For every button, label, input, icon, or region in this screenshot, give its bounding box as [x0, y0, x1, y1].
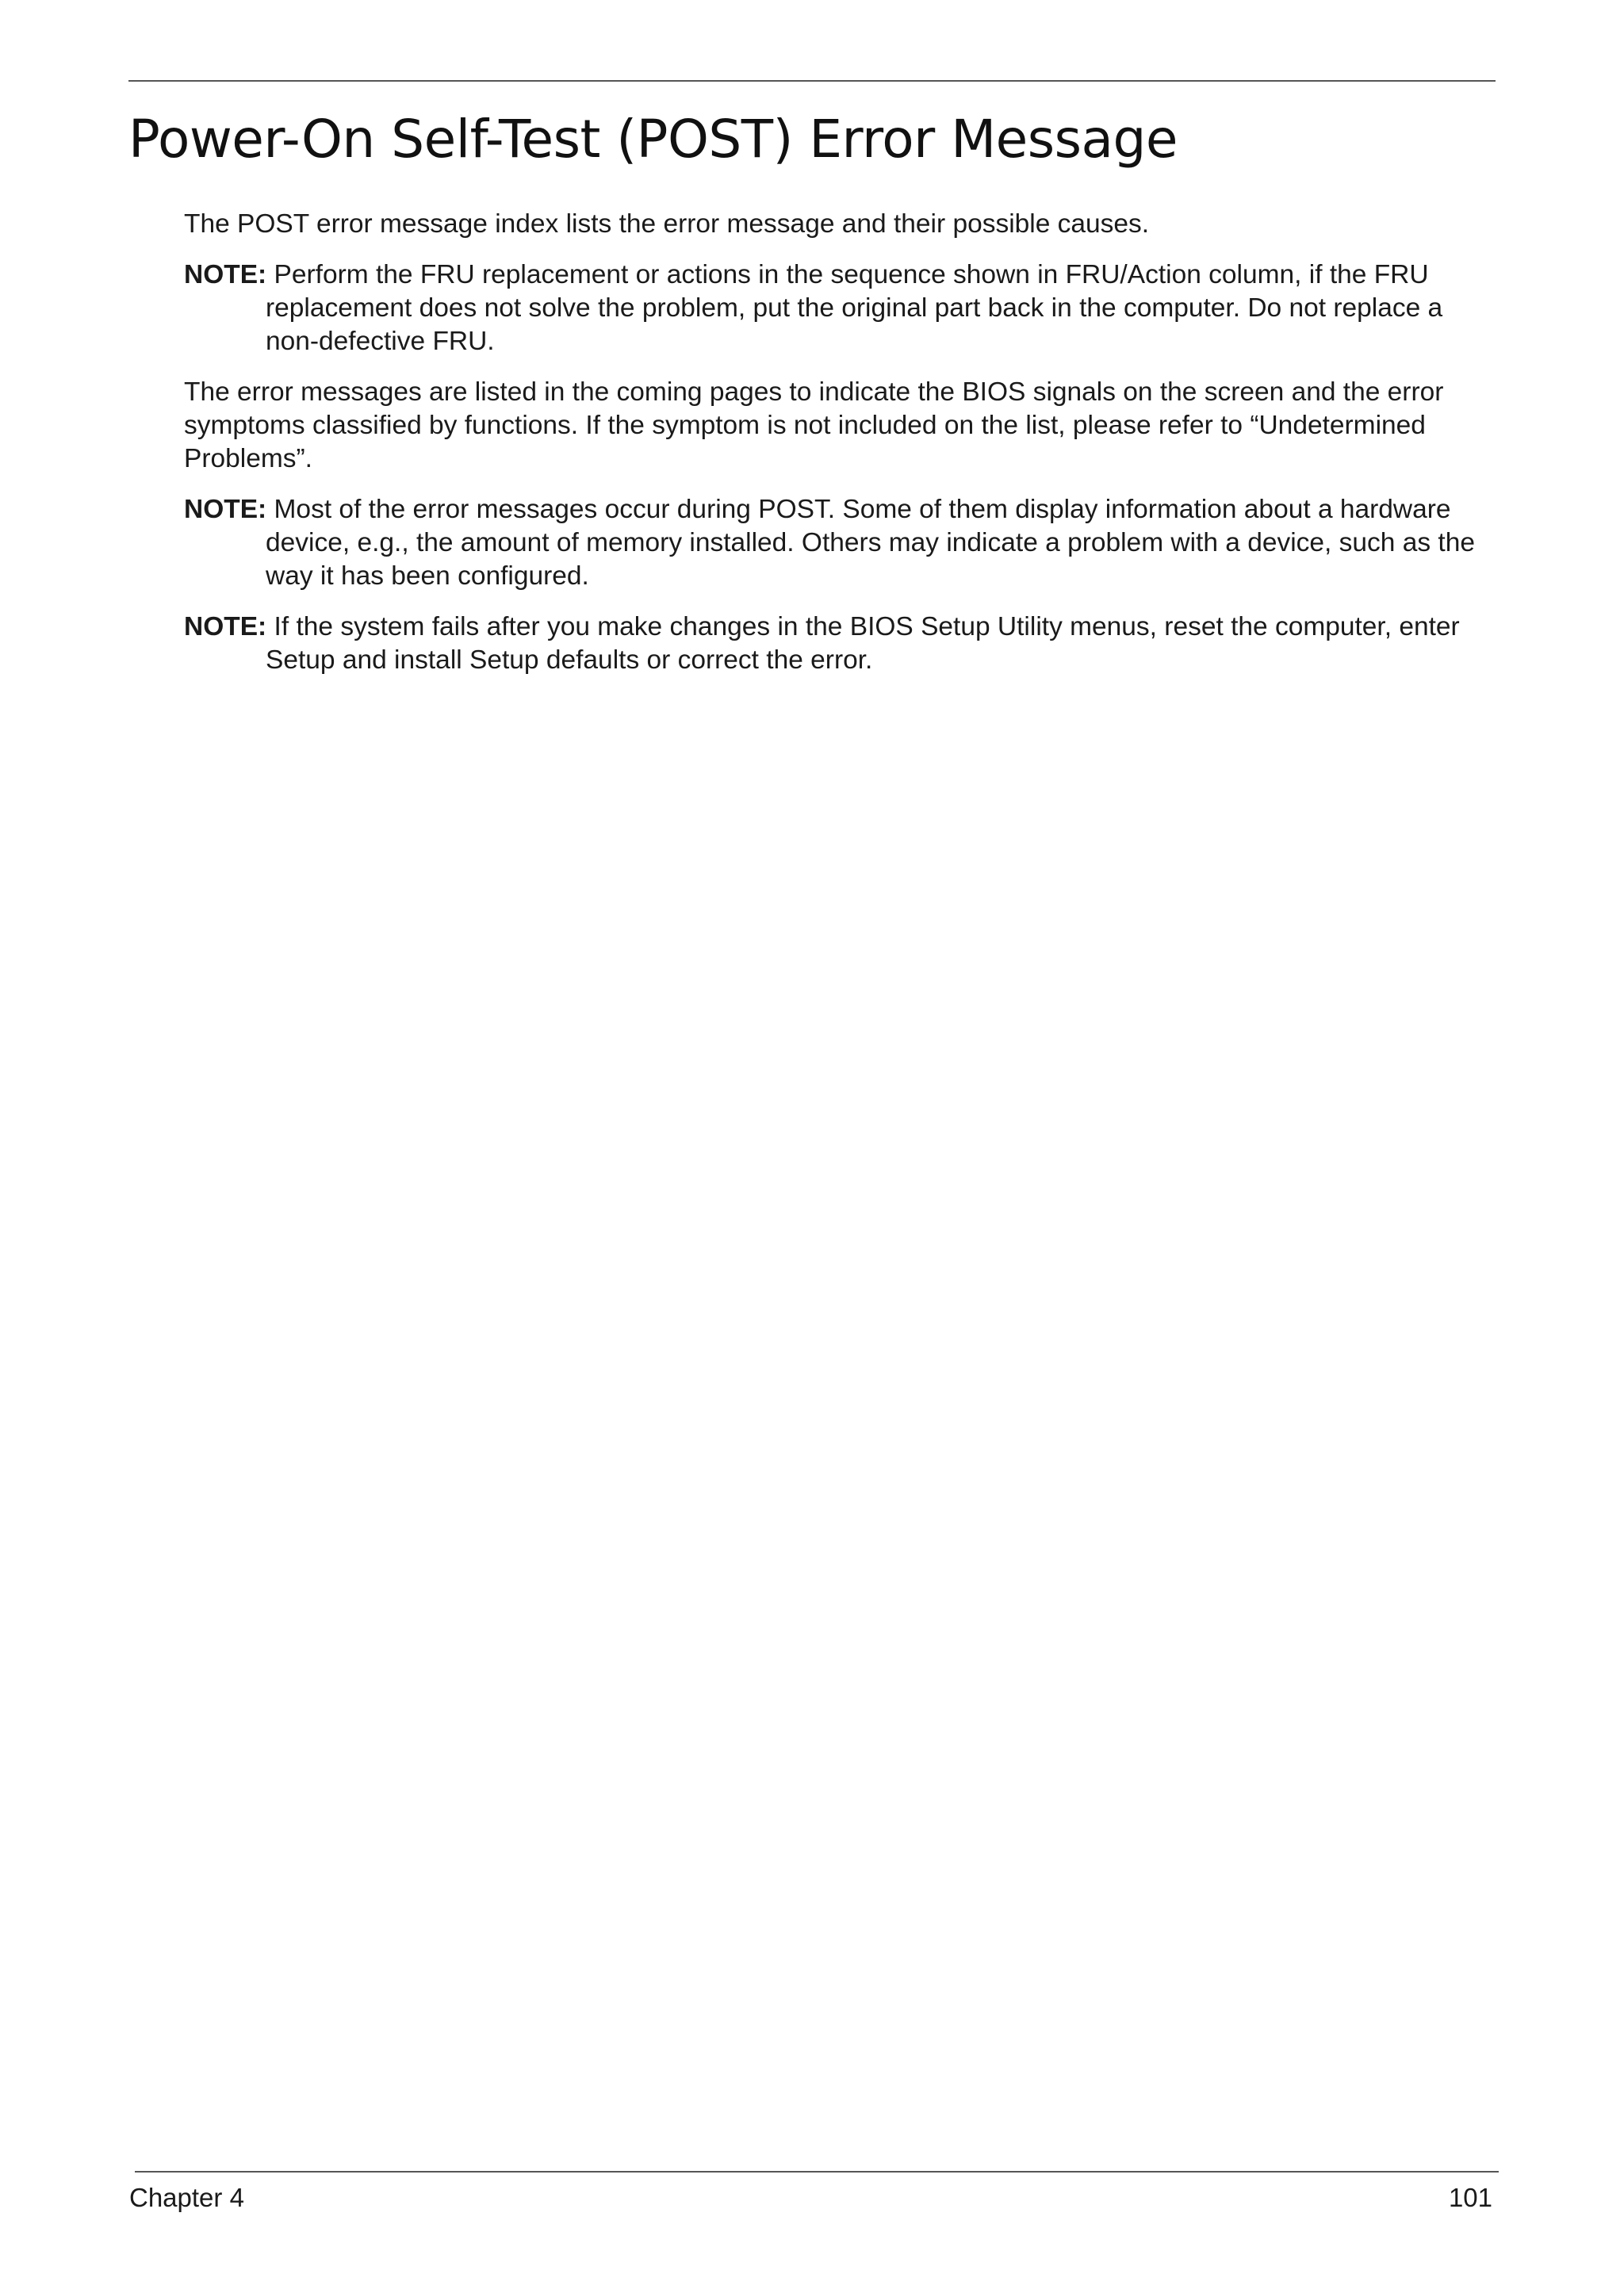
note-label: NOTE: — [184, 612, 267, 641]
note-text: Most of the error messages occur during POST. Some of them display information about a hardware device, e.g., the amount of memory installed. Others may indicate a problem with a device, such as the way it has been configured. — [266, 495, 1476, 591]
note-text: If the system fails after you make changes in the BIOS Setup Utility menus, reset the computer, enter Setup and install Setup defaults or correct the error. — [266, 612, 1460, 675]
page-title: Power-On Self-Test (POST) Error Message — [128, 109, 1178, 170]
note-label: NOTE: — [184, 260, 267, 289]
footer-rule — [135, 2171, 1499, 2173]
intro-paragraph: The POST error message index lists the error message and their possible causes. — [184, 209, 1150, 239]
footer-chapter: Chapter 4 — [129, 2183, 244, 2212]
note-fru-replacement — [184, 258, 1500, 358]
note-label: NOTE: — [184, 495, 267, 524]
note-text: Perform the FRU replacement or actions in the sequence shown in FRU/Action column, if the FRU replacement does not solve the problem, put the original part back in the computer. Do not replace a non-defective FRU. — [266, 260, 1443, 356]
note-bios-setup — [184, 611, 1500, 677]
header-rule — [128, 80, 1496, 82]
error-messages-paragraph: The error messages are listed in the coming pages to indicate the BIOS signals on the screen and the error symptoms classified by functions. If the symptom is not included on the list, please refer to “Undetermined Problems”. — [184, 377, 1444, 473]
page-content — [184, 208, 1500, 695]
footer-page-number: 101 — [1448, 2183, 1492, 2212]
note-post-messages — [184, 493, 1500, 593]
